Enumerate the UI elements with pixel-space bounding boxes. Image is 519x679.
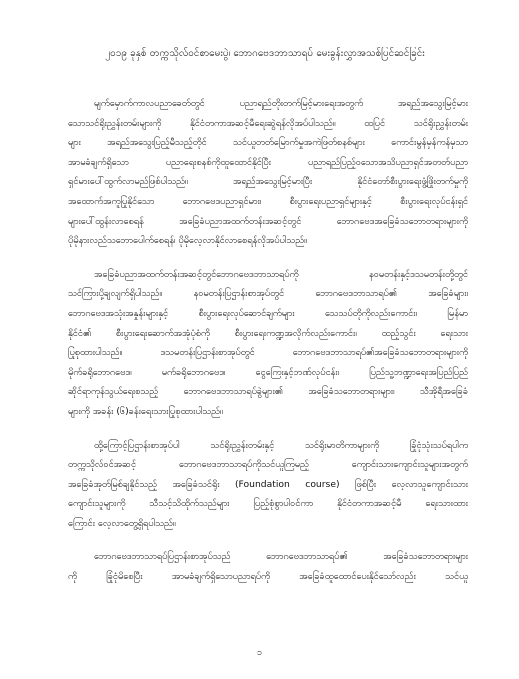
text-line: များ အရည်အသွေးပြည့်မီသည့်တိုင် သင်ယူတတ်မြောက်မှုအကဲဖြတ်စနစ်များ ကောင်းမွန်မှန်ကန်မှသာ xyxy=(68,137,468,149)
text-line: ရှင်မားပေါ်ထွက်လာမည်ဖြစ်ပါသည်။ အရည်အသွေးမြင့်မားပြီး နိုင်ငံတော်စီးပွားရေးဖွံ့ဖြိုးတက်မှုကို xyxy=(68,176,468,188)
text-line: အခြေခံပညာအထက်တန်းအဆင့်တွင်ဘောဂဗေဒဘာသာရပ်ကို နဝမတန်းနှင့်ဒသမတန်းတို့တွင် xyxy=(94,268,468,280)
text-line: နိုင်ငံ၏ စီးပွားရေးဆောက်အအုံပုံစံကို စီးပွားရေးကဏ္ဍအလိုက်လည်းကောင်း၊ ထည့်သွင်း ရေးသား xyxy=(68,327,468,339)
text-line: တက္ကသိုလ်ဝင်အဆင့် ဘောဂဗေဒဘာသာရပ်ကိုသင်ယူကြမည့် ကျောင်းသားကျောင်းသူများအတွက် xyxy=(68,459,468,471)
text-line: ဘောဂဗေဒဘာသာရပ်ပြဌာန်းစာအုပ်သည် ဘောဂဗေဒဘာသာရပ်၏ အခြေခံသဘောတရားများ xyxy=(94,551,468,563)
text-line: ဘောဂဗေဒအသုံးအနှုန်းများနှင့် စီးပွားရေးလုပ်ဆောင်ချက်များ သေသပ်တိုကိုလည်းကောင်း၊ မြန်မာ xyxy=(68,307,468,319)
document-body xyxy=(68,94,468,587)
text-line: များပေါ်ထွန်းလာစေရန် အခြေခံပညာအထက်တန်းအဆင့်တွင် ဘောဂဗေဒအခြေခံသဘောတရားများကို xyxy=(68,215,468,227)
paragraph-2 xyxy=(68,265,468,422)
text-line: ကျောင်းသူများကို သီသင့်သိထိုက်သည်များ ပြည့်စုံစွာပါဝင်ကာ နိုင်ငံတကာအဆင့်မီ ရေးသားထား xyxy=(68,498,468,510)
paragraph-1 xyxy=(68,94,468,251)
text-line: ပိုမိုနားလည်သဘောပေါက်စေရန်၊ ပိုမိုလေ့လာနိုင်လာစေရန်လိုအပ်ပါသည်။ xyxy=(68,235,307,247)
text-line: များကို အခန်း (၆)ခန်းရေးသားပြုစုထားပါသည်။ xyxy=(68,405,223,417)
page-number: ၁ xyxy=(256,648,263,658)
text-line: မိုက်ခရိုဘောဂဗေဒ၊ မက်ခရိုဘောဂဗေဒ၊ ငွေကြေးနှင့်ဘဏ်လုပ်ငန်း၊ ပြည်သူ့ဘဏ္ဍာရေးအပြည်ပြည် xyxy=(68,366,468,378)
text-line: ကို ခြုံငုံမိစေပြီး အာမခံချက်ရှိသောပညာရပ်ကို အခြေခံထူထောင်ပေးနိုင်သော်လည်း သင်ယူ xyxy=(68,571,468,583)
text-line: သောသင်ရိုးညွှန်းတမ်းများကို နိုင်ငံတကာအဆင့်မီရေးဆွဲရန်လိုအပ်ပါသည်။ ထပြင် သင်ရိုးညွှန်းတမ်း xyxy=(68,117,468,129)
text-line: မျက်မှောက်ကာလပညာခေတ်တွင် ပညာရည်တိုးတက်မြင့်မားရေးအတွက် အရည်အသွေးမြင့်မား xyxy=(94,98,468,109)
paragraph-4 xyxy=(68,547,468,586)
text-line: ဆိုင်ရာကုန်သွယ်ရေးစသည့် ဘောဂဗေဒဘာသာရပ်ခွဲများ၏ အခြေခံသဘောတရားများ၊ သီအိုရီအခြေခံ xyxy=(68,386,468,398)
text-line: ပြုစုထားပါသည်။ ဒသမတန်းပြဌာန်းစာအုပ်တွင် ဘောဂဗေဒဘာသာရပ်၏အခြေခံသဘောတရားများကို xyxy=(68,347,468,359)
text-line: ထို့ကြောင့်ပြဌာန်းစာအုပ်ပါ သင်ရိုးညွှန်းတမ်းနှင့် သင်ရိုးမာတိကာများကို ခြုံငုံသုံးသပ်ရပါက xyxy=(94,439,468,451)
text-line: အခြေခံအုတ်မြစ်ချနိုင်သည့် အခြေခံသင်ရိုး (Foundation course) ဖြစ်ပြီး လေ့လာသူကျောင်းသား xyxy=(68,478,468,490)
text-line: ကြောင်း လေ့လာတွေ့ရှိရပါသည်။ xyxy=(68,517,176,529)
document-header: ၂၀၁၉ ခုနှစ် တက္ကသိုလ်ဝင်စာမေးပွဲ၊ ဘောဂဗေဒဘာသာရပ် မေးခွန်းလွှာအသစ်ပြင်ဆင်ခြင်း xyxy=(105,48,425,59)
paragraph-3 xyxy=(68,436,468,534)
text-line: သင်ကြားပို့ချလျက်ရှိပါသည်။ နဝမတန်းပြဌာန်းစာအုပ်တွင် ဘောဂဗေဒဘာသာရပ်၏ အခြေခံများ၊ xyxy=(68,288,468,300)
text-line: အာမခံချက်ရှိသော ပညာရေးစနစ်ကိုထူထောင်နိုင်ပြီး ပညာရည်ပြည့်ဝသောအသိပညာရှင်အတတ်ပညာ xyxy=(68,156,468,168)
text-line: အထောက်အကူပြုနိုင်သော ဘောဂဗေဒပညာရှင်မား၊ စီးပွားရေးပညာရှင်များနှင့် စီးပွားရေးလုပ်ငန်းရှင် xyxy=(68,195,468,207)
